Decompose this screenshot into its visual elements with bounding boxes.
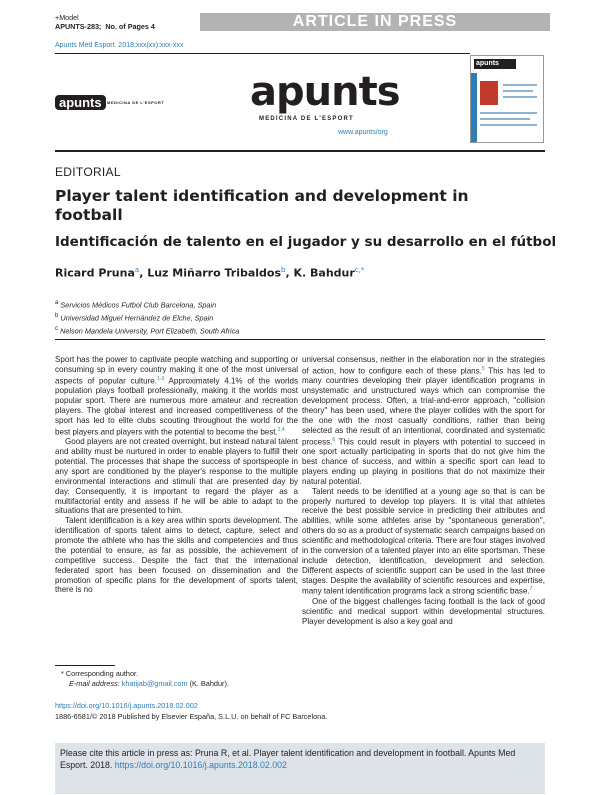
cover-title: apunts (474, 59, 516, 69)
affiliation-list (55, 298, 239, 337)
reference-link[interactable]: 1-3 (156, 375, 165, 382)
model-label: +Model (55, 13, 79, 22)
cover-text-line (503, 96, 537, 98)
article-title: Player talent identification and development in football (55, 187, 469, 224)
page-count: No. of Pages 4 (105, 22, 155, 31)
paragraph: universal consensus, neither in the elaboration nor in the strategies of action, how to configure each of these plans.$^5$ This has led to many countries developing their player identification programs in unsystematic and unstructured ways which can compromise the development process. Often, a trial-and-error approach, ''collision theory'' has been used, where the player collides with the sport for the one with the most casually conditions, rather than being selected as the result of an intentional, coordinated and systematic process.$^6$ This could result in players with potential to succeed in one sport actually participating in sports that do not give him the best chance of success, and within a specific sport can lead to players ending up playing in positions that do not maximize their natural potential. (302, 355, 545, 486)
journal-logo-subtitle: MEDICINA DE L'ESPORT (259, 116, 354, 122)
affiliation: $^c$ Nelson Mandela University, Port Elizabeth, South Africa (55, 324, 240, 336)
journal-citation[interactable]: Apunts Med Esport. 2018;xxx(xx):xxx-xxx (55, 42, 184, 49)
header-rule (55, 53, 470, 54)
corresponding-author-footnote: * Corresponding author. E-mail address: khatijab@gmail.com (K. Bahdur). (61, 669, 229, 688)
author-name: Ricard Pruna (55, 266, 135, 280)
cover-text-line (480, 124, 537, 126)
footnote-rule (55, 665, 115, 666)
paragraph: Talent identification is a key area within sports development. The identification of sports talent aims to detect, capture, select and promote the athlete who has the skills and competencies and thus the potential to ensure, as far as possible, the achievement of competitive success. Despite the fact that the international federated sport has been focused on dissemination and the promotion of specific plans for the development of sports talent, there is no (55, 516, 298, 595)
author-affil-mark[interactable]: b (281, 266, 286, 274)
copyright-line: 1886-6581/© 2018 Published by Elsevier España, S.L.U. on behalf of FC Barcelona. (55, 712, 328, 721)
cover-text-line (503, 84, 537, 86)
article-id: APUNTS-283; (55, 22, 102, 31)
affiliation-rule (55, 339, 545, 340)
cover-text-line (480, 112, 537, 114)
doi-link[interactable]: https://doi.org/10.1016/j.apunts.2018.02.002 (55, 701, 198, 710)
journal-cover-thumbnail (470, 55, 544, 143)
cover-text-line (480, 118, 530, 120)
reference-link[interactable]: 2,4 (277, 426, 285, 433)
journal-logo: apunts (250, 69, 400, 115)
elsevier-apunts-small-logo: apunts (55, 95, 106, 110)
citation-box (55, 743, 545, 794)
paragraph: Sport has the power to captivate people watching and supporting or consuming sp in every country making it one of the most universal aspects of popular culture.$^{1-3}$ Approximately 4.1% of the worlds population plays football professionally, making it the worlds most popular sport. There are numerous more amateur and recreation players. The global interest and increased competitiveness of the sport has led to elite clubs scouting throughout the world for the best players and players with the potential to become the best.$^{2,4}$ (55, 355, 298, 437)
journal-url-link[interactable]: www.apunts/org (338, 129, 388, 136)
author-affil-mark[interactable]: c,* (354, 266, 365, 274)
body-column-right (302, 355, 545, 627)
reference-link[interactable]: 7 (529, 586, 533, 593)
author-email-link[interactable]: khatijab@gmail.com (121, 679, 188, 688)
citation-doi-link[interactable]: https://doi.org/10.1016/j.apunts.2018.02.002 (114, 760, 287, 770)
author-name: K. Bahdur (293, 266, 355, 280)
article-in-press-banner: ARTICLE IN PRESS (200, 13, 550, 31)
cover-text-line (503, 90, 533, 92)
paragraph: Good players are not created overnight, but instead natural talent and ability must be nurtured in order to enable players to fulfill their potential. The processes that shape the success of sportspeople in any sport are conditioned by the player's response to the multiple environmental interactions and stimuli that are presented day by day. Consequently, it is important to regard the player as a multifactorial entity and assess if he will be able to adapt to the situations that are presented to him. (55, 437, 298, 516)
affiliation: $^b$ Universidad Miguel Hernández de Elche, Spain (55, 311, 214, 323)
reference-link[interactable]: 6 (332, 436, 336, 443)
citation-text: Please cite this article in press as: Pruna R, et al. Player talent identification and development in football. Apunts Med Esport. 2018. (60, 748, 516, 770)
masthead-rule (55, 150, 545, 152)
paragraph: One of the biggest challenges facing football is the lack of good scientific and medical support within developmental structures. Player development is also a key goal and (302, 597, 545, 626)
author-name: Luz Miñarro Tribaldos (147, 266, 282, 280)
cover-strip (471, 73, 477, 143)
article-meta (55, 13, 155, 31)
paragraph: Talent needs to be identified at a young age so that is can be properly nurtured to develop top players. It is vital that athletes receive the best possible service in predicting their attributes and abilities, while some athletes arise by ''spontaneous generation'', others do so as a product of systematic search campaigns based on scientific and methodological criteria. There are four stages involved in the conversion of a talented player into an elite sportsman. These include detection, identification, development and selection. Different aspects of scientific support can be used in the last three stages. Despite the availability of scientific resources and expertise, many talent identification programs lack a strong scientific base.$^7$ (302, 486, 545, 597)
reference-link[interactable]: 5 (481, 365, 485, 372)
cover-photo (480, 81, 498, 105)
article-subtitle: Identificación de talento en el jugador y su desarrollo en el fútbol (55, 234, 557, 250)
section-label: EDITORIAL (55, 165, 121, 179)
affiliation: $^a$ Servicios Médicos Futbol Club Barcelona, Spain (55, 299, 217, 310)
author-affil-mark[interactable]: a (134, 266, 140, 274)
author-list: Ricard Pruna$^a$, Luz Miñarro Tribaldos$^b$, K. Bahdur$^{c,*}$ (55, 266, 365, 280)
small-logo-subtitle: MEDICINA DE L'ESPORT (107, 100, 165, 105)
body-column-left (55, 355, 298, 595)
